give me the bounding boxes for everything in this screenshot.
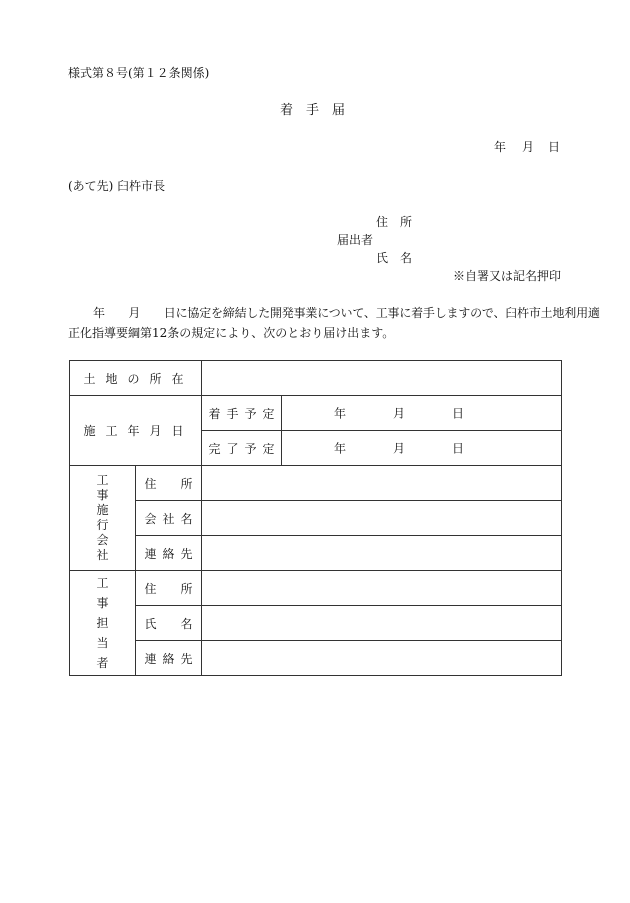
end-planned-label: 完了予定 bbox=[202, 431, 282, 466]
company-group-char: 工 bbox=[96, 473, 109, 487]
start-date-value[interactable] bbox=[282, 396, 562, 431]
end-date-value[interactable] bbox=[282, 431, 562, 466]
company-group-char: 社 bbox=[96, 548, 109, 562]
person-group-char: 担 bbox=[96, 616, 109, 630]
start-year-label: 年 bbox=[334, 406, 347, 421]
company-group-label bbox=[70, 466, 136, 571]
person-name-label: 氏 名 bbox=[136, 606, 202, 641]
table-row-start bbox=[70, 396, 562, 431]
table-row-land bbox=[70, 361, 562, 396]
person-name-value[interactable] bbox=[202, 606, 562, 641]
signature-note: ※自署又は記名押印 bbox=[453, 269, 562, 283]
date-day-label: 日 bbox=[548, 140, 561, 154]
person-contact-label: 連絡先 bbox=[136, 641, 202, 676]
company-contact-label: 連絡先 bbox=[136, 536, 202, 571]
person-group-char: 当 bbox=[96, 636, 109, 650]
company-group-char: 行 bbox=[96, 518, 109, 532]
land-location-value[interactable] bbox=[202, 361, 562, 396]
table-row-person-address bbox=[70, 571, 562, 606]
person-address-label: 住 所 bbox=[136, 571, 202, 606]
table-row-company-address bbox=[70, 466, 562, 501]
person-contact-value[interactable] bbox=[202, 641, 562, 676]
company-contact-value[interactable] bbox=[202, 536, 562, 571]
table-row-company-name bbox=[70, 501, 562, 536]
end-month-label: 月 bbox=[393, 441, 406, 456]
end-year-label: 年 bbox=[334, 441, 347, 456]
construction-period-label: 施工年月日 bbox=[70, 396, 202, 466]
company-group-char: 事 bbox=[96, 488, 109, 502]
person-group-char: 者 bbox=[96, 656, 109, 670]
start-day-label: 日 bbox=[452, 406, 465, 421]
person-group-char: 工 bbox=[96, 576, 109, 590]
body-text-line2: 正化指導要綱第12条の規定により、次のとおり届け出ます。 bbox=[68, 326, 395, 340]
form-number: 様式第８号(第１２条関係) bbox=[68, 66, 210, 80]
company-group-char: 会 bbox=[96, 533, 109, 547]
notification-table bbox=[69, 360, 562, 676]
person-address-value[interactable] bbox=[202, 571, 562, 606]
person-group-char: 事 bbox=[96, 596, 109, 610]
body-text-line1: 年 月 日に協定を締結した開発事業について、工事に着手しますので、臼杵市土地利用適 bbox=[93, 306, 600, 320]
date-month-label: 月 bbox=[522, 140, 535, 154]
addressee: (あて先) 臼杵市長 bbox=[68, 179, 166, 193]
table-row-person-name bbox=[70, 606, 562, 641]
land-location-label: 土地の所在 bbox=[70, 361, 202, 396]
company-group-char: 施 bbox=[96, 503, 109, 517]
company-name-value[interactable] bbox=[202, 501, 562, 536]
table-row-company-contact bbox=[70, 536, 562, 571]
page-title: 着 手 届 bbox=[280, 103, 346, 118]
person-group-label bbox=[70, 571, 136, 676]
end-day-label: 日 bbox=[452, 441, 465, 456]
start-month-label: 月 bbox=[393, 406, 406, 421]
company-address-label: 住 所 bbox=[136, 466, 202, 501]
company-name-label: 会社名 bbox=[136, 501, 202, 536]
applicant-name-label: 氏 名 bbox=[376, 251, 413, 265]
applicant-role-label: 届出者 bbox=[337, 233, 374, 247]
company-address-value[interactable] bbox=[202, 466, 562, 501]
applicant-address-label: 住 所 bbox=[376, 215, 413, 229]
start-planned-label: 着手予定 bbox=[202, 396, 282, 431]
table-row-person-contact bbox=[70, 641, 562, 676]
date-year-label: 年 bbox=[494, 140, 507, 154]
